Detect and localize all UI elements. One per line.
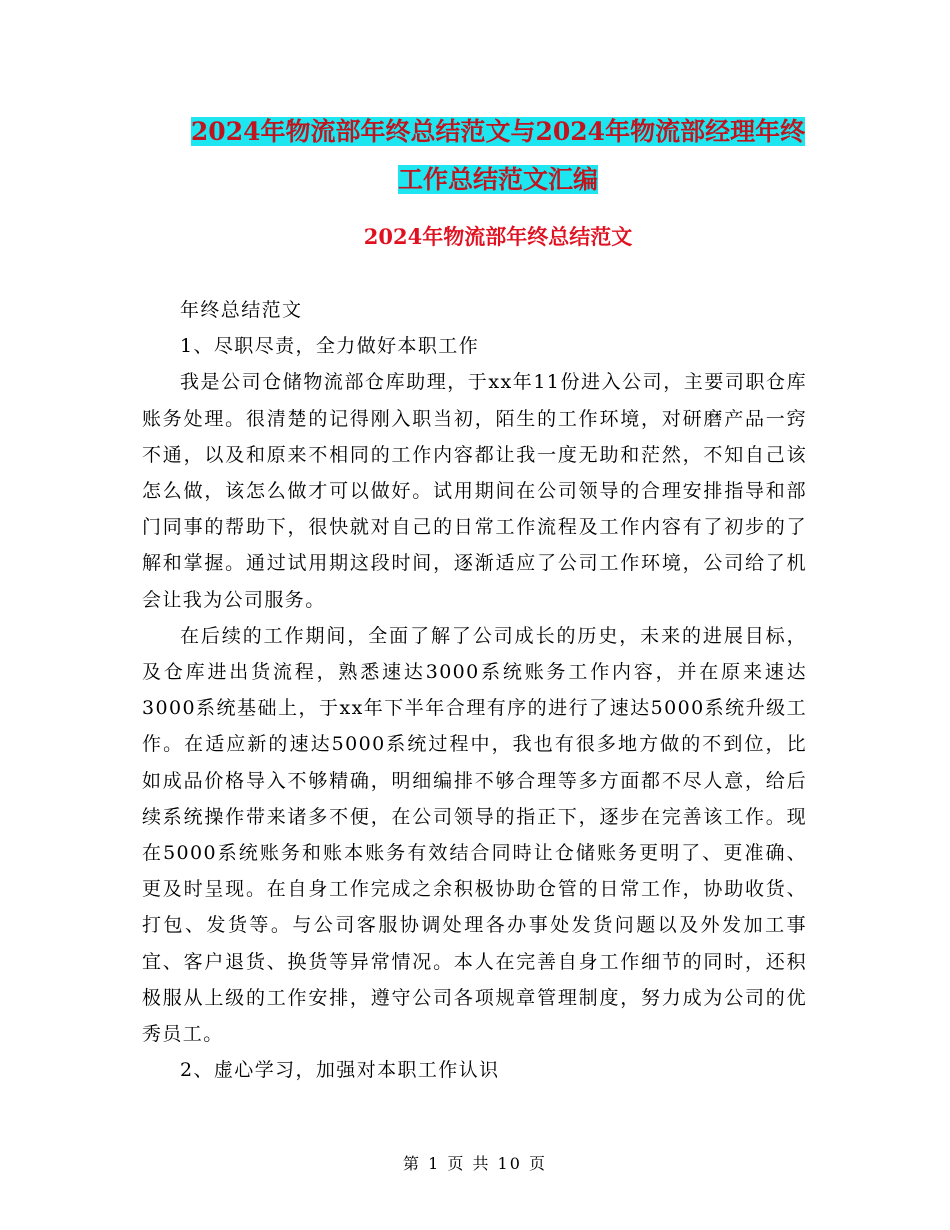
page-footer: 第 1 页 共 10 页 — [403, 1154, 547, 1173]
paragraph-subheading-2: 2、虚心学习，加强对本职工作认识 — [180, 1059, 500, 1082]
paragraph-2: 在后续的工作期间，全面了解了公司成长的历史，未来的进展目标，及仓库进出货流程，熟悉速达3000系统账务工作内容，并在原来速达3000系统基础上，于xx年下半年合理有序的进行了速达5000系统升级工作。在适应新的速达5000系统过程中，我也有很多地方做的不到位，比如成品价格导入不够精确，明细编排不够合理等多方面都不尽人意，给后续系统操作带来诸多不便，在公司领导的指正下，逐步在完善该工作。现在5000系统账务和账本账务有效结合同時让仓储账务更明了、更准确、更及时呈现。在自身工作完成之余积极协助仓管的日常工作，协助收货、打包、发货等。与公司客服协调处理各办事处发货问题以及外发加工事宜、客户退货、换货等异常情况。本人在完善自身工作细节的同时，还积极服从上级的工作安排，遵守公司各项规章管理制度，努力成为公司的优秀员工。 — [142, 624, 807, 1046]
title-line-1: 2024年物流部年终总结范文与2024年物流部经理年终 — [190, 117, 806, 146]
paragraph-1: 我是公司仓储物流部仓库助理，于xx年11份进入公司，主要司职仓库账务处理。很清楚的记得刚入职当初，陌生的工作环境，对研磨产品一窍不通，以及和原来不相同的工作内容都让我一度无助和茫然，不知自己该怎么做，该怎么做才可以做好。试用期间在公司领导的合理安排指导和部门同事的帮助下，很快就对自己的日常工作流程及工作内容有了初步的了解和掌握。通过试用期这段时间，逐渐适应了公司工作环境，公司给了机会让我为公司服务。 — [142, 371, 807, 611]
title-line-2: 工作总结范文汇编 — [397, 165, 598, 194]
section-title: 2024年物流部年终总结范文 — [363, 224, 633, 249]
paragraph-heading: 年终总结范文 — [180, 299, 303, 321]
document-title — [142, 108, 854, 204]
document-body — [142, 292, 807, 1088]
paragraph-subheading-1: 1、尽职尽责，全力做好本职工作 — [180, 335, 480, 358]
